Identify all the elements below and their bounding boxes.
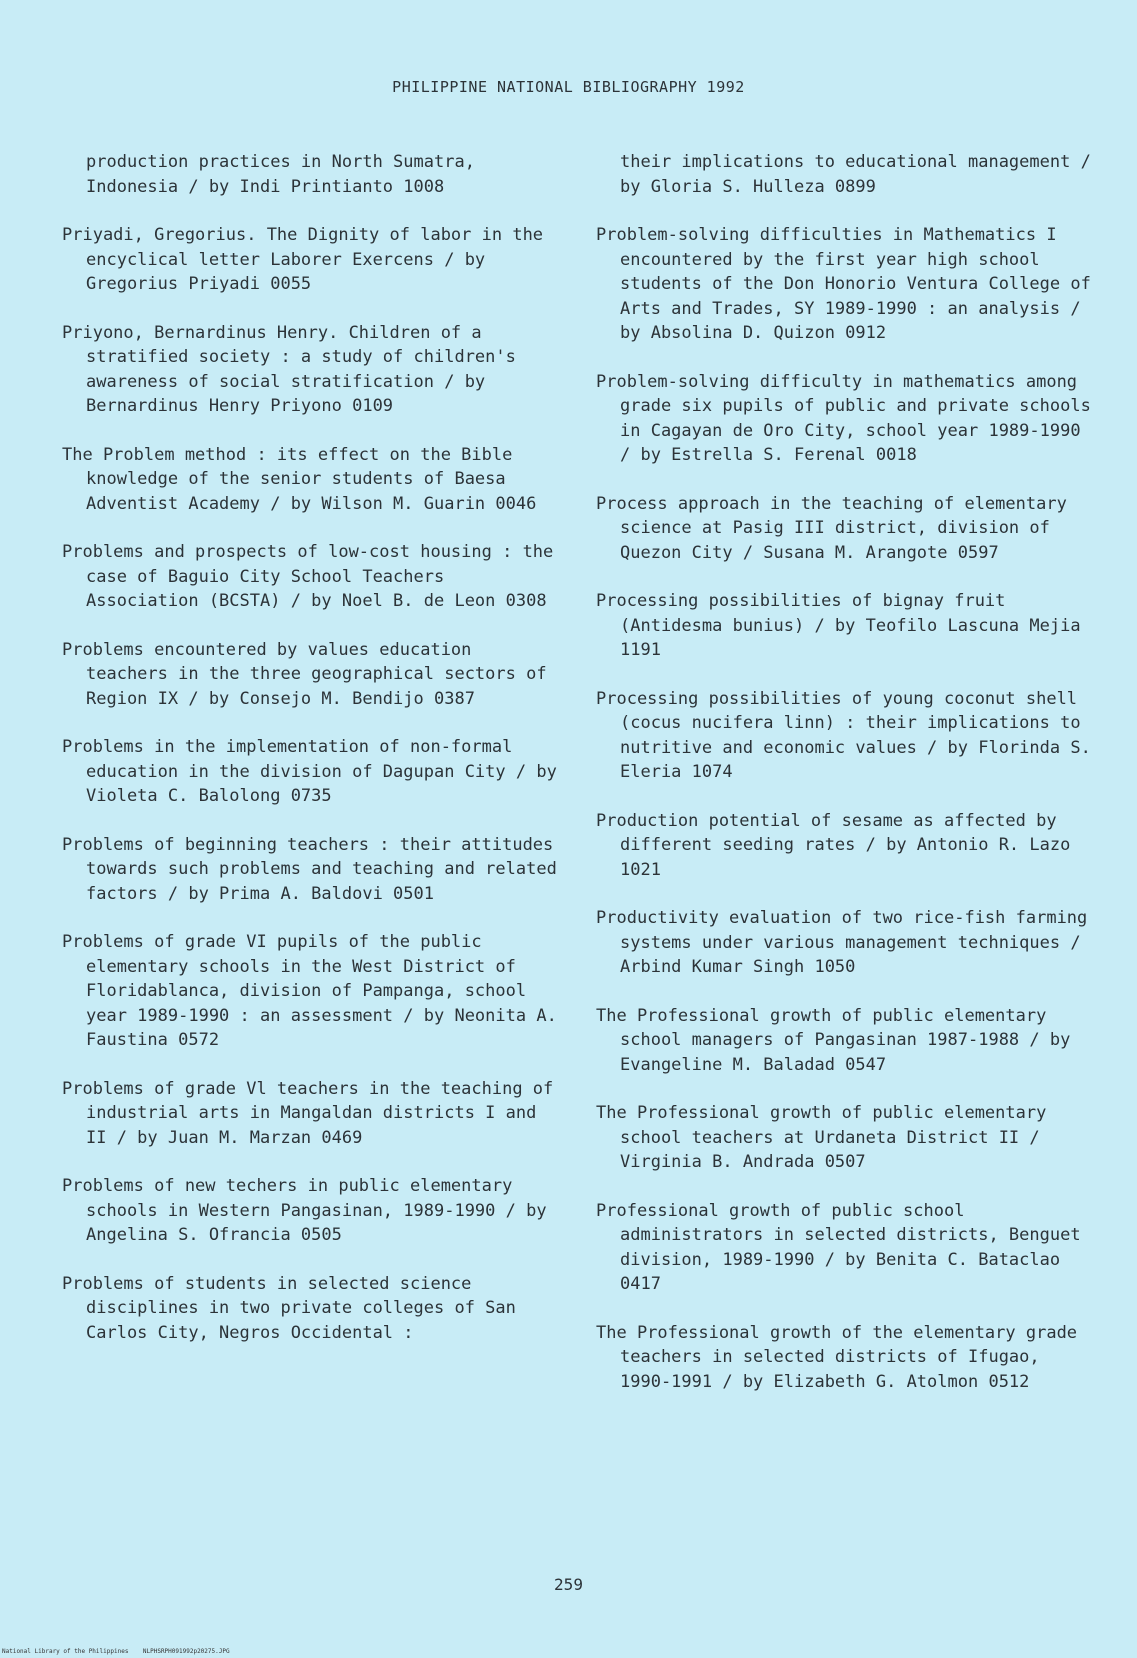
list-item: Problems of grade VI pupils of the public elementary schools in the West District of Floridablanca, division of Pampanga, school year 1989-1990 : an assessment / by Neonita A. Faustina 0572 [62,932,557,1050]
right-column [596,150,1096,1418]
list-item: Problem-solving difficulties in Mathematics I encountered by the first year high school students of the Don Honorio Ventura College of Arts and Trades, SY 1989-1990 : an analysis / by Absolina D. Quizon 0912 [596,225,1091,343]
list-item: The Problem method : its effect on the Bible knowledge of the senior students of Baesa Adventist Academy / by Wilson M. Guarin 0046 [62,444,537,514]
page-title: PHILIPPINE NATIONAL BIBLIOGRAPHY 1992 [392,78,745,96]
list-item: The Professional growth of the elementary grade teachers in selected districts of Ifugao, 1990-1991 / by Elizabeth G. Atolmon 0512 [596,1322,1078,1392]
list-item: Problem-solving difficulty in mathematics among grade six pupils of public and private schools in Cagayan de Oro City, school year 1989-1990 / by Estrella S. Ferenal 0018 [596,371,1091,465]
list-item: Problems of beginning teachers : their attitudes towards such problems and teaching and related factors / by Prima A. Baldovi 0501 [62,834,557,904]
list-item: Problems and prospects of low-cost housing : the case of Baguio City School Teachers Association (BCSTA) / by Noel B. de Leon 0308 [62,542,554,611]
list-item: production practices in North Sumatra, Indonesia / by Indi Printianto 1008 [86,152,475,197]
left-column [62,150,562,1369]
page-number: 259 [554,1575,583,1594]
footer-stamp: National Library of the Philippines NLPHSRPH091992p20275.JPG [2,1648,230,1655]
list-item: Priyono, Bernardinus Henry. Children of a stratified society : a study of children's awareness of social stratification / by Bernardinus Henry Priyono 0109 [62,322,516,416]
list-item: Processing possibilities of bignay fruit (Antidesma bunius) / by Teofilo Lascuna Mejia 1191 [596,591,1081,660]
list-item: Productivity evaluation of two rice-fish farming systems under various management techniques / Arbind Kumar Singh 1050 [596,908,1088,977]
list-item: Production potential of sesame as affected by different seeding rates / by Antonio R. Lazo 1021 [596,810,1071,880]
list-item: their implications to educational management / by Gloria S. Hulleza 0899 [620,152,1091,197]
list-item: Processing possibilities of young coconut shell (cocus nucifera linn) : their implications to nutritive and economic values / by Florinda S. Eleria 1074 [596,688,1091,782]
list-item: The Professional growth of public elementary school teachers at Urdaneta District II / Virginia B. Andrada 0507 [596,1103,1047,1172]
list-item: The Professional growth of public elementary school managers of Pangasinan 1987-1988 / by Evangeline M. Baladad 0547 [596,1005,1071,1075]
list-item: Professional growth of public school administrators in selected districts, Benguet division, 1989-1990 / by Benita C. Bataclao 0417 [596,1200,1081,1294]
list-item: Problems of grade Vl teachers in the teaching of industrial arts in Mangaldan districts I and II / by Juan M. Marzan 0469 [62,1078,554,1148]
list-item: Priyadi, Gregorius. The Dignity of labor in the encyclical letter Laborer Exercens / by Gregorius Priyadi 0055 [62,225,544,294]
list-item: Problems of new techers in public elementary schools in Western Pangasinan, 1989-1990 / by Angelina S. Ofrancia 0505 [62,1176,547,1245]
list-item: Process approach in the teaching of elementary science at Pasig III district, division of Quezon City / Susana M. Arangote 0597 [596,493,1067,563]
list-item: Problems encountered by values education teachers in the three geographical sectors of Region IX / by Consejo M. Bendijo 0387 [62,639,547,709]
list-item: Problems in the implementation of non-formal education in the division of Dagupan City / by Violeta C. Balolong 0735 [62,737,557,806]
list-item: Problems of students in selected science disciplines in two private colleges of San Carlos City, Negros Occidental : [62,1273,516,1343]
